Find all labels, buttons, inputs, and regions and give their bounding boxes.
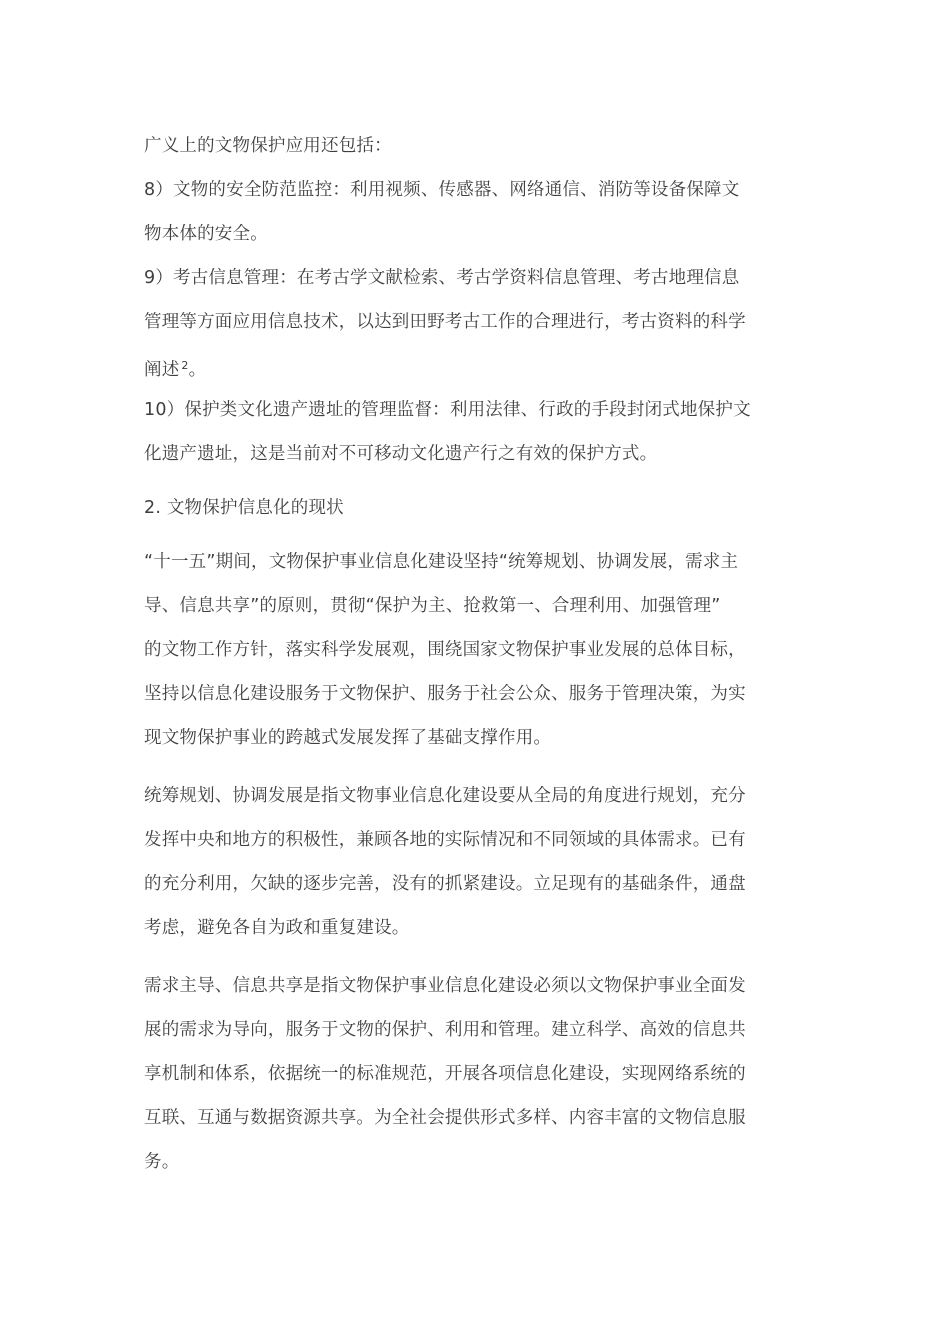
paragraph-line: 导、信息共享”的原则，贯彻“保护为主、抢救第一、合理利用、加强管理” [144,596,721,616]
section-heading: 2. 文物保护信息化的现状 [144,498,344,518]
footnote-marker: 2 [181,359,189,372]
document-body [144,124,814,1184]
paragraph-line: 的充分利用，欠缺的逐步完善，没有的抓紧建设。立足现有的基础条件，通盘 [144,874,746,894]
list-item-9-line-3-text: 阐述 [144,360,180,380]
paragraph-line: 坚持以信息化建设服务于文物保护、服务于社会公众、服务于管理决策，为实 [144,684,746,704]
list-item-9 [144,256,814,388]
list-item-9-line-1: 9）考古信息管理：在考古学文献检索、考古学资料信息管理、考古地理信息 [144,268,740,288]
paragraph-line: 统筹规划、协调发展是指文物事业信息化建设要从全局的角度进行规划，充分 [144,786,746,806]
paragraph-line: 享机制和体系，依据统一的标准规范，开展各项信息化建设，实现网络系统的 [144,1064,746,1084]
paragraph-line: 需求主导、信息共享是指文物保护事业信息化建设必须以文物保护事业全面发 [144,976,746,996]
paragraph-line: “十一五”期间，文物保护事业信息化建设坚持“统筹规划、协调发展，需求主 [144,552,739,572]
list-item-9-line-3-end: 。 [188,360,207,380]
list-item-10 [144,388,814,476]
paragraph-line: 展的需求为导向，服务于文物的保护、利用和管理。建立科学、高效的信息共 [144,1020,746,1040]
paragraph-3 [144,964,814,1184]
paragraph-line: 现文物保护事业的跨越式发展发挥了基础支撑作用。 [144,728,552,748]
list-item-10-line-1: 10）保护类文化遗产遗址的管理监督：利用法律、行政的手段封闭式地保护文 [144,400,751,420]
list-item-9-line-2: 管理等方面应用信息技术，以达到田野考古工作的合理进行，考古资料的科学 [144,312,746,332]
paragraph-2 [144,774,814,950]
list-item-10-line-2: 化遗产遗址，这是当前对不可移动文化遗产行之有效的保护方式。 [144,444,658,464]
list-item-8-line-1: 8）文物的安全防范监控：利用视频、传感器、网络通信、消防等设备保障文 [144,180,740,200]
paragraph-line: 务。 [144,1152,180,1172]
paragraph-line: 互联、互通与数据资源共享。为全社会提供形式多样、内容丰富的文物信息服 [144,1108,746,1128]
paragraph-line: 发挥中央和地方的积极性，兼顾各地的实际情况和不同领域的具体需求。已有 [144,830,746,850]
list-item-8-line-2: 物本体的安全。 [144,224,268,244]
paragraph-line: 考虑，避免各自为政和重复建设。 [144,918,410,938]
paragraph-line: 的文物工作方针，落实科学发展观，围绕国家文物保护事业发展的总体目标， [144,640,746,660]
intro-line: 广义上的文物保护应用还包括： [144,136,392,156]
paragraph-1 [144,540,814,760]
list-item-9-line-3 [144,344,814,388]
list-item-8 [144,168,814,256]
